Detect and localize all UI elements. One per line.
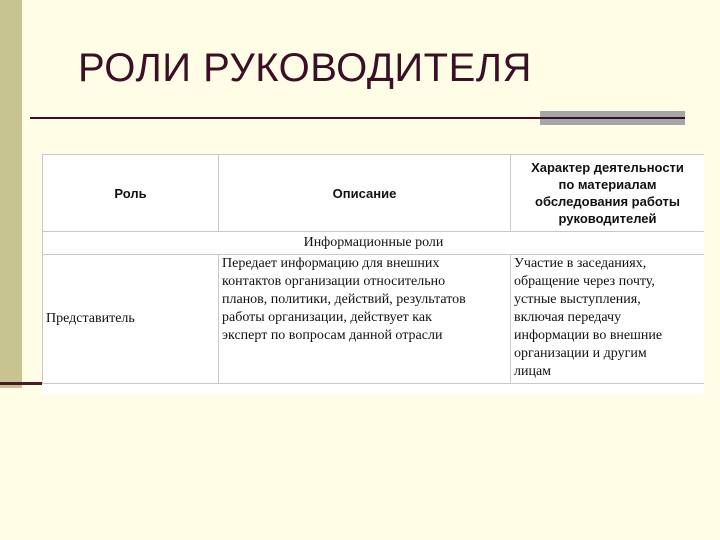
header-role: Роль	[43, 155, 219, 232]
description-line: работы организации, действует как	[222, 310, 432, 325]
activity-line: лицам	[514, 364, 552, 379]
section-row	[43, 232, 705, 255]
role-cell: Представитель	[43, 255, 219, 384]
description-cell	[219, 255, 511, 384]
activity-line: Участие в заседаниях,	[514, 256, 647, 271]
header-activity-line: руководителей	[558, 211, 657, 226]
description-line: эксперт по вопросам данной отрасли	[222, 328, 443, 343]
table-row	[43, 255, 705, 384]
header-activity	[511, 155, 705, 232]
table-header-row	[43, 155, 705, 232]
header-activity-line: по материалам	[558, 177, 657, 192]
section-label: Информационные роли	[43, 232, 705, 255]
activity-cell	[511, 255, 705, 384]
activity-line: устные выступления,	[514, 292, 641, 307]
header-description: Описание	[219, 155, 511, 232]
activity-line: информации во внешние	[514, 328, 663, 343]
activity-line: организации и другим	[514, 346, 647, 361]
description-line: планов, политики, действий, результатов	[222, 292, 466, 307]
description-line: контактов организации относительно	[222, 274, 446, 289]
header-activity-line: обследования работы	[535, 194, 680, 209]
activity-line: обращение через почту,	[514, 274, 655, 289]
left-accent-line	[0, 382, 42, 385]
left-accent-bar	[0, 0, 22, 388]
title-underline	[30, 117, 685, 119]
description-line: Передает информацию для внешних	[222, 256, 440, 271]
roles-table-image	[42, 154, 704, 394]
roles-table	[42, 154, 704, 384]
slide-title: РОЛИ РУКОВОДИТЕЛЯ	[78, 46, 532, 90]
header-activity-line: Характер деятельности	[531, 160, 684, 175]
activity-line: включая передачу	[514, 310, 622, 325]
